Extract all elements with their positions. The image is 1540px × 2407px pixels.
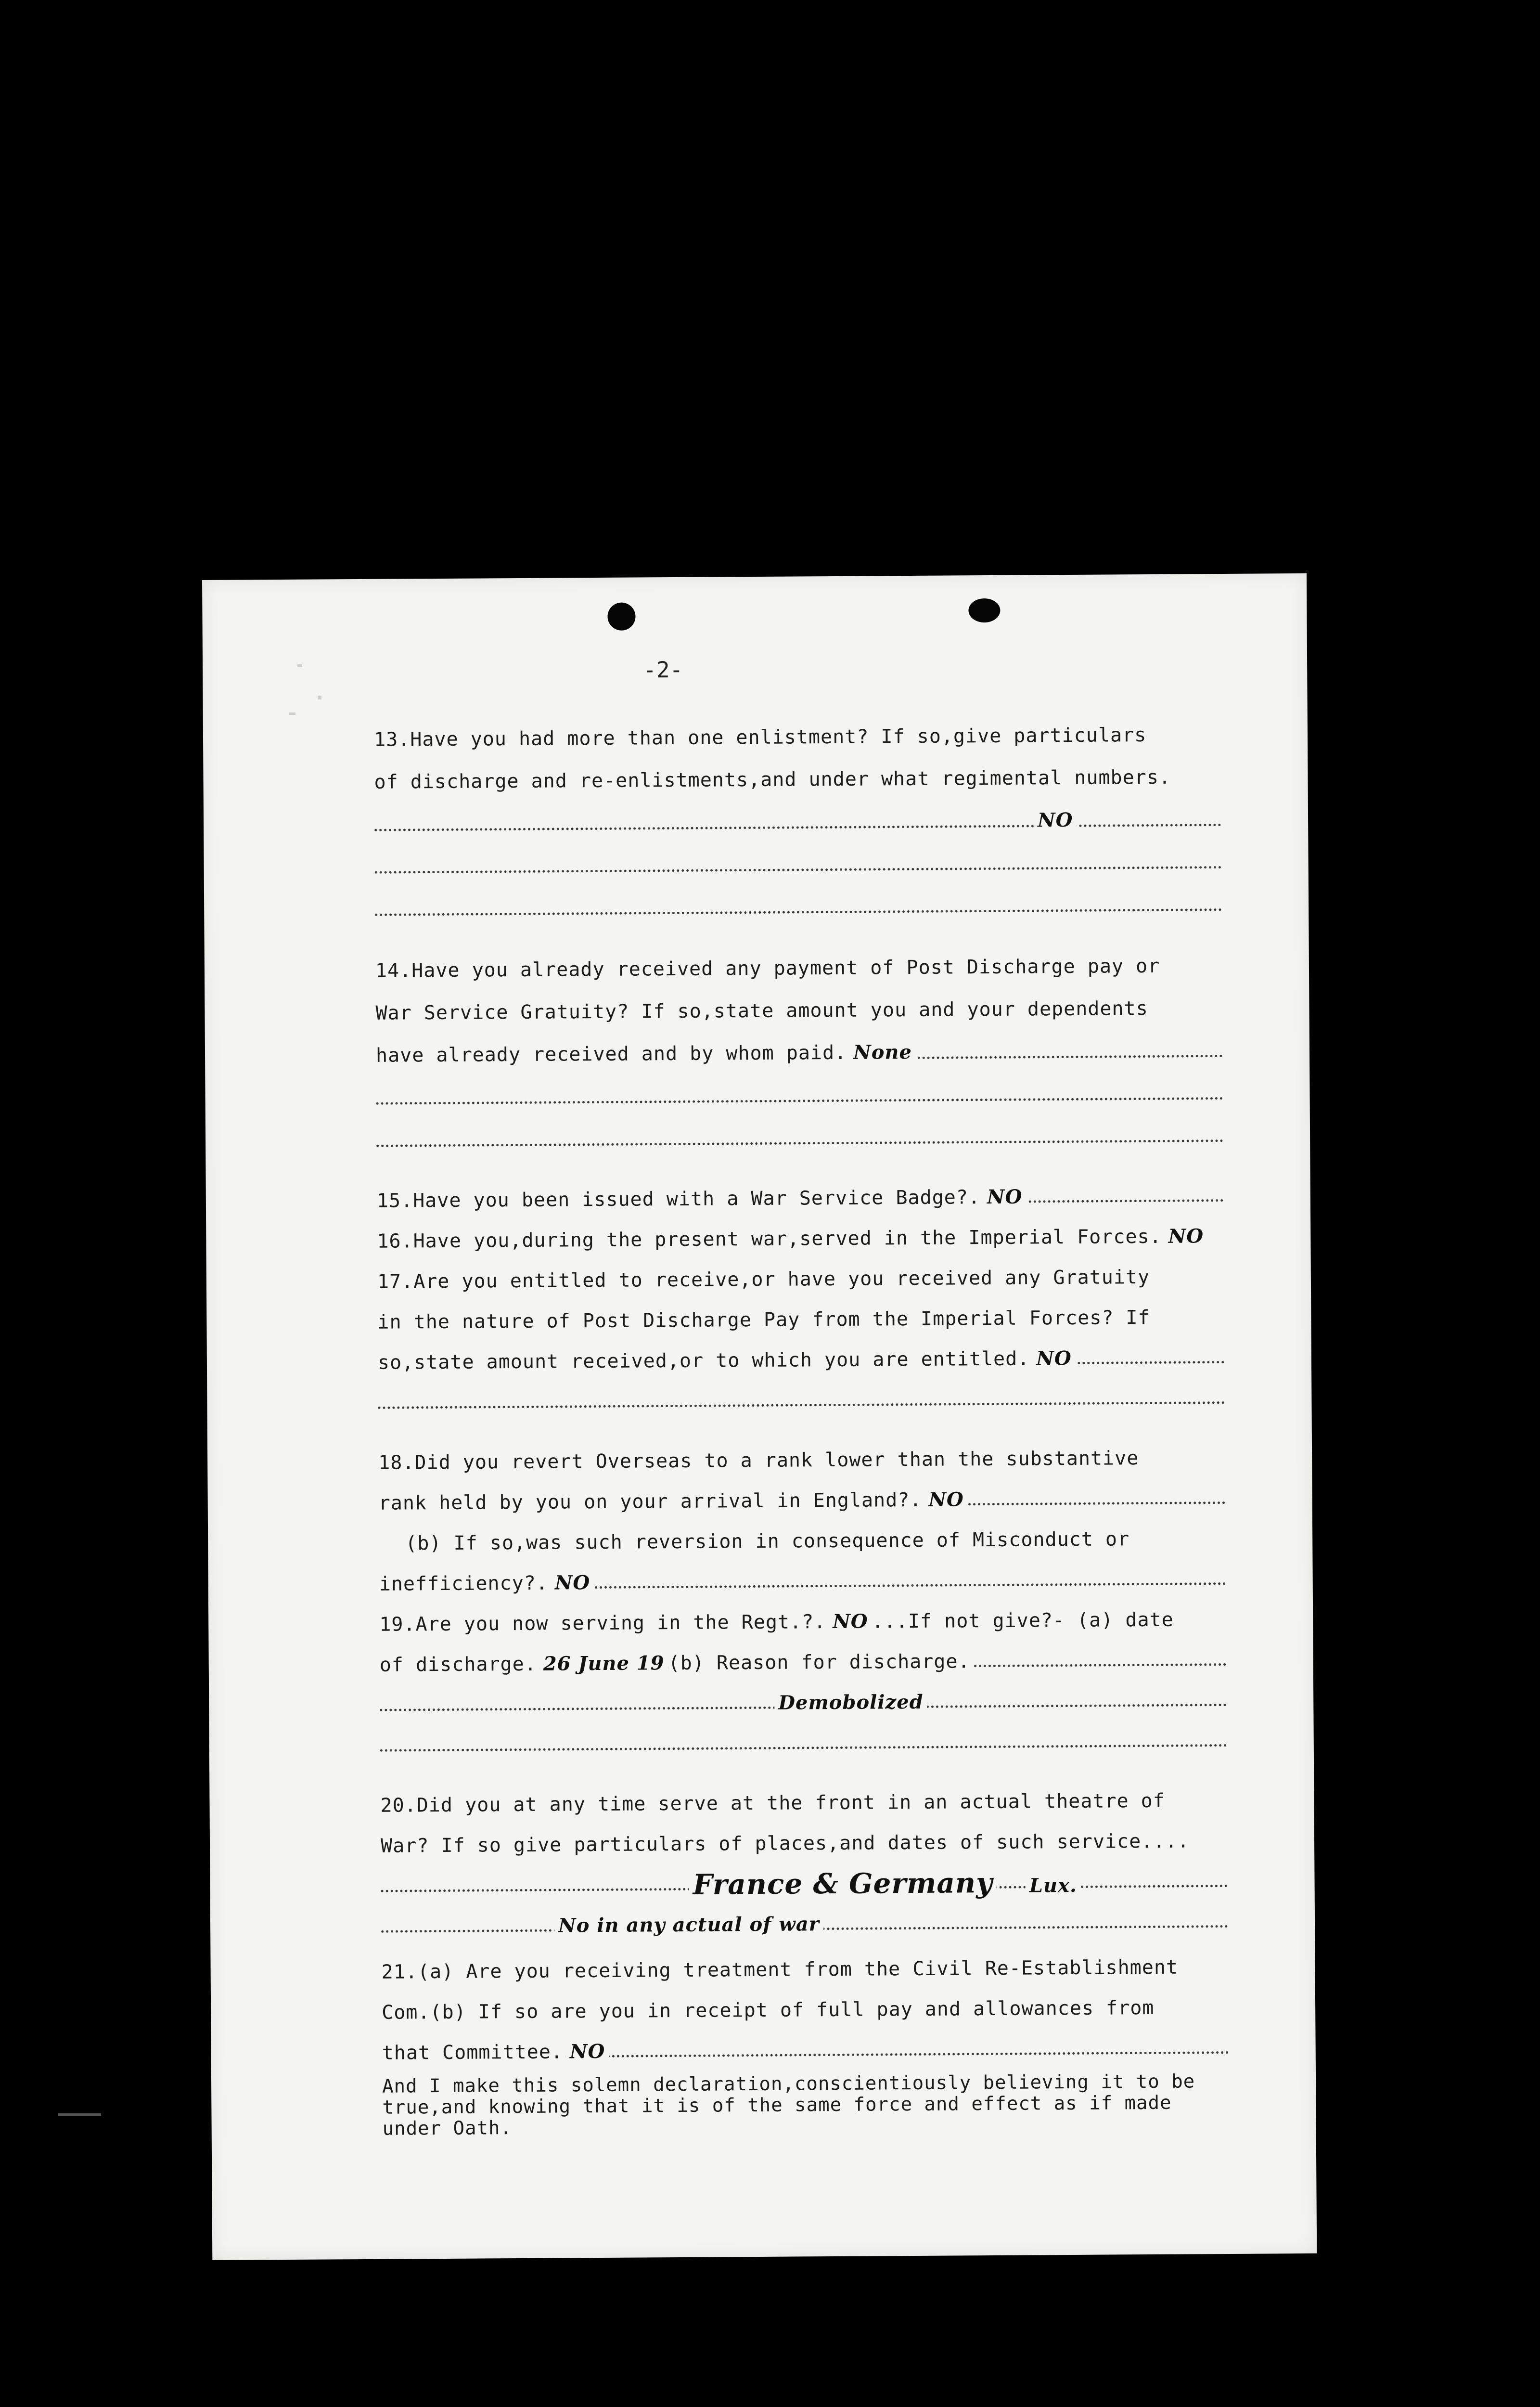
q20-answer-line bbox=[381, 1861, 1228, 1907]
declaration-text: And I make this solemn declaration,conscientiously believing it to be true,and knowing that it is of the same force and effect as if made under Oath. bbox=[382, 2071, 1195, 2140]
q20-line: 20.Did you at any time serve at the front in an actual theatre of bbox=[380, 1780, 1227, 1826]
q20-answer-extra: Lux. bbox=[1026, 1874, 1081, 1897]
q20-answer-line-2 bbox=[381, 1902, 1228, 1947]
punch-hole bbox=[968, 598, 1000, 622]
blank-dotted-line bbox=[375, 883, 1222, 931]
speck bbox=[58, 2113, 101, 2116]
punch-hole bbox=[607, 603, 635, 631]
q15-line: 15.Have you been issued with a War Service Badge?. NO bbox=[377, 1176, 1224, 1221]
q17-line: in the nature of Post Discharge Pay from the Imperial Forces? If bbox=[377, 1297, 1224, 1343]
q21-line: 21.(a) Are you receiving treatment from the Civil Re-Establishment bbox=[381, 1947, 1228, 1993]
q14-answer-line: have already received and by whom paid. None bbox=[376, 1029, 1223, 1077]
blank-dotted-line bbox=[380, 1721, 1227, 1766]
q18b-answer-line: inefficiency?. NO bbox=[379, 1559, 1226, 1605]
q14-line: War Service Gratuity? If so,state amount you and your dependents bbox=[375, 987, 1223, 1035]
q21-answer-line: that Committee. NO bbox=[382, 2028, 1229, 2073]
q13-line: 13.Have you had more than one enlistment? If so,give particulars bbox=[374, 713, 1221, 761]
q14-line: 14.Have you already received any payment of Post Discharge pay or bbox=[375, 945, 1223, 992]
q18b-line: (b) If so,was such reversion in consequence of Misconduct or bbox=[379, 1518, 1226, 1564]
q15-answer: NO bbox=[983, 1186, 1027, 1209]
q19-reason-answer: Demobolized bbox=[774, 1691, 927, 1714]
document-page bbox=[202, 573, 1317, 2260]
blank-dotted-line bbox=[378, 1378, 1225, 1423]
page-number: -2- bbox=[642, 656, 683, 683]
speck bbox=[289, 712, 295, 715]
q19-regt-answer: NO bbox=[829, 1610, 872, 1633]
q17-answer-line: so,state amount received,or to which you are entitled. NO bbox=[378, 1337, 1225, 1383]
q17-line: 17.Are you entitled to receive,or have you received any Gratuity bbox=[377, 1256, 1224, 1302]
speck bbox=[318, 696, 321, 699]
q21-answer: NO bbox=[566, 2040, 609, 2063]
q20-answer-places: France & Germany bbox=[689, 1866, 997, 1901]
q20-answer-note: No in any actual of war bbox=[554, 1913, 823, 1937]
q13-answer-line bbox=[374, 798, 1222, 846]
q17-answer: NO bbox=[1032, 1347, 1076, 1370]
q19-reason-line bbox=[380, 1680, 1227, 1726]
q18-answer-line: rank held by you on your arrival in England?. NO bbox=[378, 1478, 1225, 1524]
q18-answer-b: NO bbox=[551, 1571, 594, 1594]
q19-date-line: of discharge. 26 June 19 (b) Reason for discharge. bbox=[380, 1640, 1227, 1685]
q16-answer: NO bbox=[1165, 1225, 1208, 1248]
q20-line: War? If so give particulars of places,and dates of such service.... bbox=[381, 1821, 1228, 1866]
q16-line: 16.Have you,during the present war,served in the Imperial Forces. NO bbox=[377, 1216, 1224, 1262]
q18-line: 18.Did you revert Overseas to a rank lower than the substantive bbox=[378, 1437, 1225, 1483]
q14-answer: None bbox=[849, 1041, 916, 1064]
questionnaire-body bbox=[374, 713, 1230, 2140]
blank-dotted-line bbox=[376, 1114, 1224, 1162]
speck bbox=[297, 664, 302, 667]
q13-answer: NO bbox=[1034, 809, 1077, 832]
q13-line: of discharge and re-enlistments,and under what regimental numbers. bbox=[374, 756, 1221, 803]
q19-line: 19.Are you now serving in the Regt.?. NO ...If not give?- (a) date bbox=[379, 1599, 1226, 1645]
q21-line: Com.(b) If so are you in receipt of full pay and allowances from bbox=[382, 1987, 1229, 2033]
blank-dotted-line bbox=[376, 1072, 1223, 1119]
q19-date-answer: 26 June 19 bbox=[539, 1652, 668, 1675]
q18-answer-a: NO bbox=[924, 1488, 968, 1511]
blank-dotted-line bbox=[374, 841, 1222, 888]
